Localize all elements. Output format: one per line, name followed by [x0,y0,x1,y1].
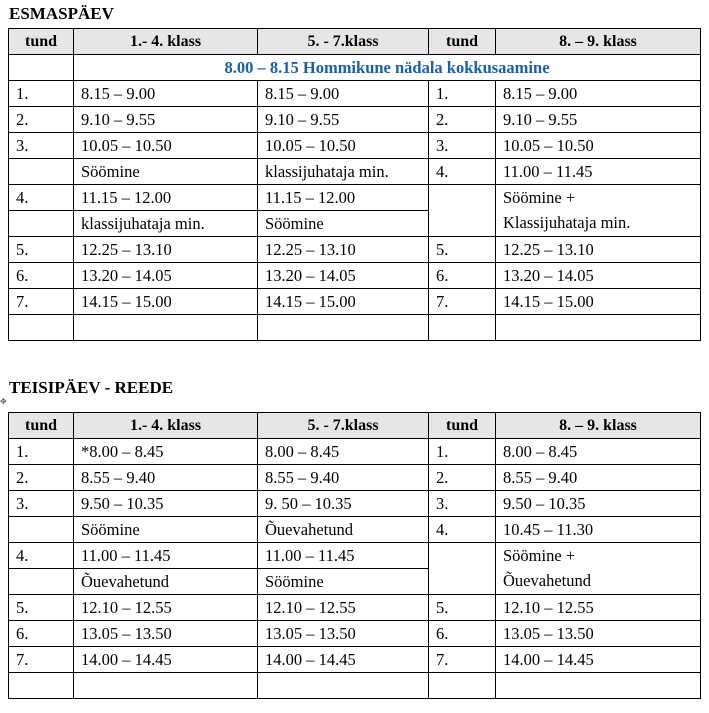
schedule-row [9,595,701,621]
schedule-cell: 14.15 – 15.00 [496,289,701,315]
schedule-cell: Söömine [258,211,429,237]
schedule-cell: 2. [429,107,496,133]
schedule-cell: 11.15 – 12.00 [258,185,429,211]
schedule-cell: 5. [9,237,74,263]
schedule-row [9,237,701,263]
schedule-cell: 2. [9,465,74,491]
schedule-row [9,315,701,341]
schedule-cell: 3. [429,491,496,517]
schedule-cell [496,673,701,699]
schedule-cell: 12.10 – 12.55 [258,595,429,621]
schedule-cell: 4. [9,185,74,211]
schedule-cell: 4. [429,517,496,543]
schedule-cell: 12.25 – 13.10 [496,237,701,263]
schedule-cell [496,315,701,341]
assembly-banner: 8.00 – 8.15 Hommikune nädala kokkusaamine [74,55,701,81]
schedule-cell: 8.15 – 9.00 [496,81,701,107]
schedule-cell [9,673,74,699]
schedule-cell: 7. [429,647,496,673]
column-header: tund [9,413,74,439]
schedule-cell: 11.00 – 11.45 [74,543,258,569]
schedule-cell: 7. [9,647,74,673]
schedule-cell: 12.10 – 12.55 [74,595,258,621]
schedule-cell [258,315,429,341]
schedule-cell: 8.55 – 9.40 [496,465,701,491]
schedule-cell: 8.55 – 9.40 [74,465,258,491]
schedule-cell: 9.10 – 9.55 [258,107,429,133]
schedule-row [9,621,701,647]
schedule-cell: klassijuhataja min. [74,211,258,237]
column-header: tund [429,29,496,55]
schedule-cell [429,543,496,569]
tue-fri-schedule-table [8,412,701,699]
schedule-cell: 6. [429,263,496,289]
header-row [9,29,701,55]
schedule-cell: 8.00 – 8.45 [258,439,429,465]
schedule-cell: 13.20 – 14.05 [258,263,429,289]
schedule-cell: 3. [9,133,74,159]
schedule-cell: 10.05 – 10.50 [74,133,258,159]
schedule-cell: 2. [9,107,74,133]
schedule-cell [9,315,74,341]
schedule-cell: 11.15 – 12.00 [74,185,258,211]
schedule-cell: 13.20 – 14.05 [496,263,701,289]
schedule-cell: 9. 50 – 10.35 [258,491,429,517]
monday-title: ESMASPÄEV [9,4,114,23]
column-header: 1.- 4. klass [74,29,258,55]
schedule-cell: 5. [429,237,496,263]
schedule-cell: 10.05 – 10.50 [258,133,429,159]
column-header: 1.- 4. klass [74,413,258,439]
schedule-cell: 1. [9,81,74,107]
schedule-row [9,107,701,133]
schedule-cell: 13.05 – 13.50 [258,621,429,647]
schedule-cell: 8.55 – 9.40 [258,465,429,491]
schedule-cell: 9.50 – 10.35 [496,491,701,517]
schedule-cell: 5. [9,595,74,621]
schedule-cell: 8.00 – 8.45 [496,439,701,465]
schedule-cell: 6. [9,263,74,289]
schedule-cell: 6. [9,621,74,647]
schedule-cell [74,315,258,341]
schedule-row [9,543,701,569]
schedule-row [9,185,701,211]
schedule-cell: 10.05 – 10.50 [496,133,701,159]
schedule-row [9,81,701,107]
schedule-cell: 6. [429,621,496,647]
schedule-row [9,133,701,159]
column-header: 8. – 9. klass [496,29,701,55]
schedule-cell: 1. [429,81,496,107]
schedule-cell: *8.00 – 8.45 [74,439,258,465]
schedule-cell [9,159,74,185]
schedule-cell: 14.00 – 14.45 [496,647,701,673]
table-move-handle-icon[interactable]: ✥ [0,397,7,406]
schedule-row [9,647,701,673]
column-header: tund [9,29,74,55]
schedule-row [9,439,701,465]
column-header: 8. – 9. klass [496,413,701,439]
schedule-row [9,465,701,491]
schedule-cell: klassijuhataja min. [258,159,429,185]
schedule-cell [258,673,429,699]
schedule-cell: 14.00 – 14.45 [74,647,258,673]
schedule-cell: 3. [9,491,74,517]
schedule-cell: 7. [429,289,496,315]
schedule-cell: 7. [9,289,74,315]
schedule-cell: 8.15 – 9.00 [74,81,258,107]
schedule-cell: Söömine [74,159,258,185]
schedule-cell [9,517,74,543]
schedule-cell: 11.00 – 11.45 [258,543,429,569]
schedule-cell: 2. [429,465,496,491]
schedule-cell: 9.10 – 9.55 [74,107,258,133]
schedule-row [9,159,701,185]
schedule-row [9,289,701,315]
schedule-cell: 14.15 – 15.00 [74,289,258,315]
tue-fri-title: TEISIPÄEV - REEDE [9,378,174,397]
schedule-row [9,517,701,543]
schedule-cell: 1. [9,439,74,465]
schedule-cell: 14.00 – 14.45 [258,647,429,673]
schedule-cell: 13.05 – 13.50 [74,621,258,647]
schedule-cell [429,185,496,211]
schedule-cell: 10.45 – 11.30 [496,517,701,543]
schedule-cell [9,211,74,237]
schedule-cell: 14.15 – 15.00 [258,289,429,315]
empty-cell [9,55,74,81]
schedule-cell: 9.50 – 10.35 [74,491,258,517]
schedule-cell: Söömine [74,517,258,543]
schedule-row [9,673,701,699]
schedule-cell [429,211,496,237]
assembly-row [9,55,701,81]
schedule-cell: Söömine [258,569,429,595]
schedule-cell [429,569,496,595]
schedule-cell: 8.15 – 9.00 [258,81,429,107]
schedule-cell: Õuevahetund [496,569,701,595]
schedule-cell: Õuevahetund [74,569,258,595]
schedule-row [9,569,701,595]
schedule-cell: 3. [429,133,496,159]
schedule-cell: 12.25 – 13.10 [258,237,429,263]
schedule-cell: 12.10 – 12.55 [496,595,701,621]
schedule-cell: 12.25 – 13.10 [74,237,258,263]
column-header: 5. - 7.klass [258,413,429,439]
schedule-cell: 11.00 – 11.45 [496,159,701,185]
schedule-cell: 13.05 – 13.50 [496,621,701,647]
schedule-cell [74,673,258,699]
schedule-cell: 4. [429,159,496,185]
schedule-cell: 13.20 – 14.05 [74,263,258,289]
schedule-cell: 4. [9,543,74,569]
column-header: tund [429,413,496,439]
schedule-cell: Klassijuhataja min. [496,211,701,237]
schedule-cell: 5. [429,595,496,621]
schedule-row [9,211,701,237]
schedule-cell [9,569,74,595]
schedule-cell [429,315,496,341]
column-header: 5. - 7.klass [258,29,429,55]
schedule-cell [429,673,496,699]
schedule-cell: Õuevahetund [258,517,429,543]
schedule-cell: Söömine + [496,543,701,569]
header-row [9,413,701,439]
schedule-row [9,491,701,517]
schedule-cell: 1. [429,439,496,465]
monday-schedule-table [8,28,701,341]
schedule-cell: 9.10 – 9.55 [496,107,701,133]
schedule-row [9,263,701,289]
schedule-cell: Söömine + [496,185,701,211]
